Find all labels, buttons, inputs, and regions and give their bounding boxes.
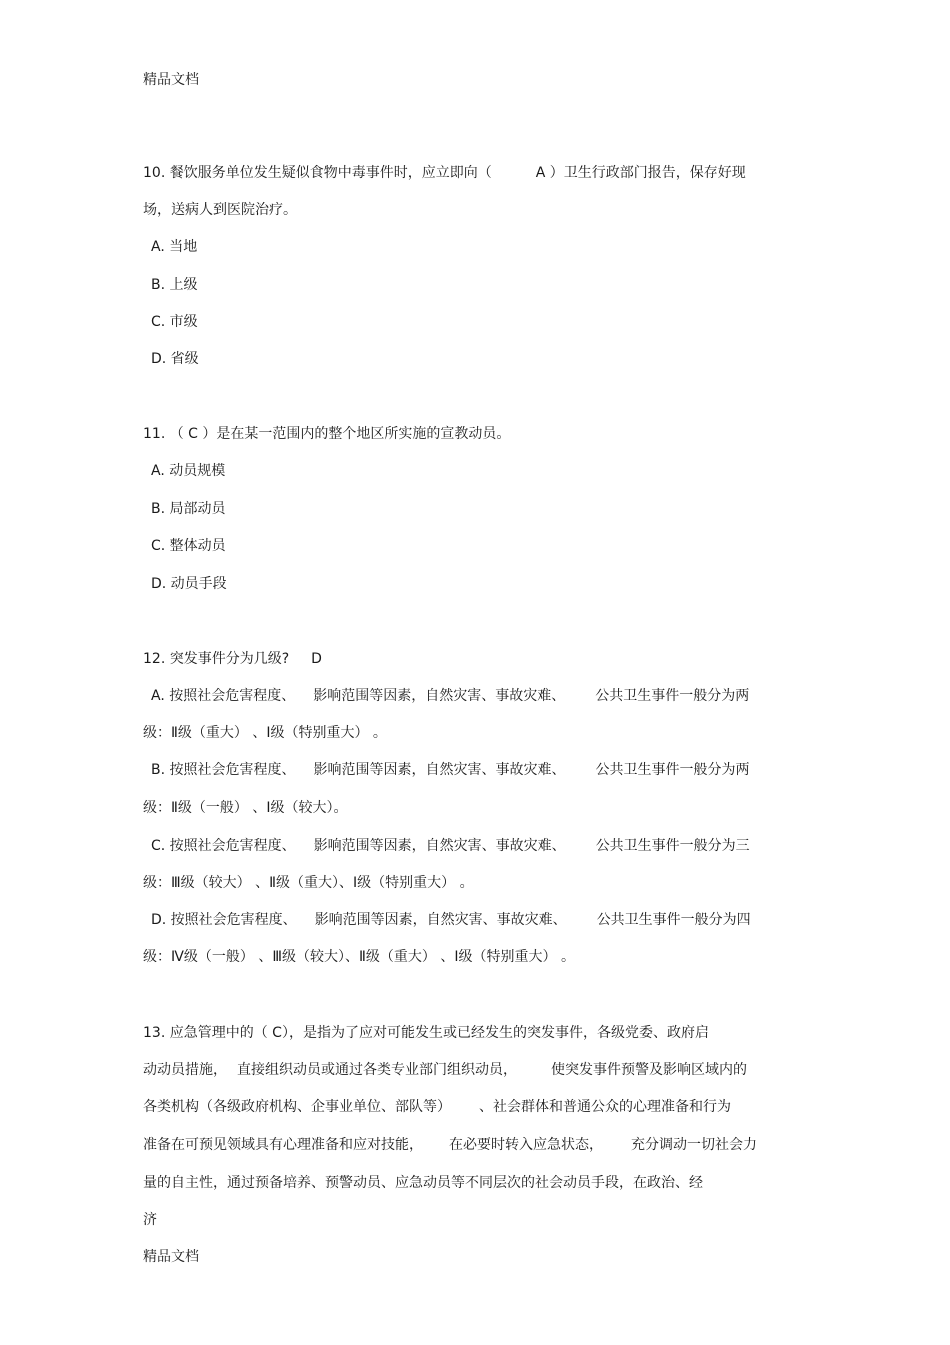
- question-10-line-2: 场，送病人到医院治疗。: [143, 202, 297, 218]
- q13-line-2-part-3: 使突发事件预警及影响区域内的: [551, 1062, 747, 1078]
- question-10-text-a: 10. 餐饮服务单位发生疑似食物中毒事件时，应立即向（: [143, 165, 492, 181]
- option-d-part-3: 公共卫生事件一般分为四: [596, 912, 751, 928]
- q13-line-2-part-2: 直接组织动员或通过各类专业部门组织动员，: [237, 1062, 517, 1078]
- question-10-line-1: [143, 163, 746, 183]
- question-10-option-a: A. 当地: [151, 239, 198, 255]
- option-c-part-3: 公共卫生事件一般分为三: [595, 838, 750, 854]
- question-12-option-b-line-2: 级：Ⅱ级（一般） 、Ⅰ级（较大）。: [143, 800, 348, 816]
- question-12-option-a-line-2: 级：Ⅱ级（重大） 、Ⅰ级（特别重大） 。: [143, 725, 387, 741]
- question-10-option-c: C. 市级: [151, 314, 198, 330]
- page-header: 精品文档: [143, 72, 199, 88]
- option-b-part-2: 影响范围等因素，自然灾害、事故灾难、: [313, 762, 566, 778]
- q13-line-3-part-2: 、社会群体和普通公众的心理准备和行为: [479, 1099, 731, 1115]
- question-13-line-5: 量的自主性，通过预备培养、预警动员、应急动员等不同层次的社会动员手段，在政治、经: [143, 1175, 703, 1191]
- option-d-part-2: 影响范围等因素，自然灾害、事故灾难、: [314, 912, 567, 928]
- question-12-option-b-line-1: [151, 760, 750, 780]
- question-12-line-1: [143, 649, 322, 669]
- option-c-part-2: 影响范围等因素，自然灾害、事故灾难、: [313, 838, 566, 854]
- q13-line-4-part-3: 充分调动一切社会力: [631, 1137, 757, 1153]
- question-11-option-d: D. 动员手段: [151, 576, 227, 592]
- q13-line-3-part-1: 各类机构（各级政府机构、企事业单位、部队等）: [143, 1099, 451, 1115]
- option-b-part-3: 公共卫生事件一般分为两: [595, 762, 750, 778]
- question-10-option-b: B. 上级: [151, 277, 198, 293]
- question-12-answer: D: [311, 651, 322, 667]
- question-11-option-a: A. 动员规模: [151, 463, 226, 479]
- question-13-line-4: [143, 1135, 757, 1155]
- question-11-option-b: B. 局部动员: [151, 501, 226, 517]
- question-10-text-b: A ）卫生行政部门报告，保存好现: [535, 165, 746, 181]
- question-12-text: 12. 突发事件分为几级?: [143, 651, 290, 667]
- option-a-part-3: 公共卫生事件一般分为两: [595, 688, 750, 704]
- q13-line-4-part-2: 在必要时转入应急状态，: [449, 1137, 603, 1153]
- question-11-option-c: C. 整体动员: [151, 538, 226, 554]
- page-footer: 精品文档: [143, 1249, 199, 1265]
- question-11-line-1: 11. （ C ）是在某一范围内的整个地区所实施的宣教动员。: [143, 426, 511, 442]
- option-c-part-1: C. 按照社会危害程度、: [151, 838, 296, 854]
- option-d-part-1: D. 按照社会危害程度、: [151, 912, 297, 928]
- option-a-part-2: 影响范围等因素，自然灾害、事故灾难、: [313, 688, 566, 704]
- question-13-line-1: 13. 应急管理中的（ C），是指为了应对可能发生或已经发生的突发事件，各级党委、政府启: [143, 1025, 709, 1041]
- option-b-part-1: B. 按照社会危害程度、: [151, 762, 296, 778]
- q13-line-4-part-1: 准备在可预见领域具有心理准备和应对技能，: [143, 1137, 423, 1153]
- question-12-option-c-line-1: [151, 836, 750, 856]
- q13-line-2-part-1: 动动员措施，: [143, 1062, 227, 1078]
- question-12-option-c-line-2: 级：Ⅲ级（较大） 、Ⅱ级（重大）、Ⅰ级（特别重大） 。: [143, 875, 474, 891]
- option-a-part-1: A. 按照社会危害程度、: [151, 688, 296, 704]
- question-12-option-a-line-1: [151, 686, 749, 706]
- question-12-option-d-line-2: 级：Ⅳ级（一般） 、Ⅲ级（较大）、Ⅱ级（重大） 、Ⅰ级（特别重大） 。: [143, 949, 575, 965]
- question-13-line-6: 济: [143, 1212, 157, 1228]
- question-13-line-3: [143, 1097, 731, 1117]
- question-12-option-d-line-1: [151, 910, 751, 930]
- question-10-option-d: D. 省级: [151, 351, 199, 367]
- question-13-line-2: [143, 1060, 747, 1080]
